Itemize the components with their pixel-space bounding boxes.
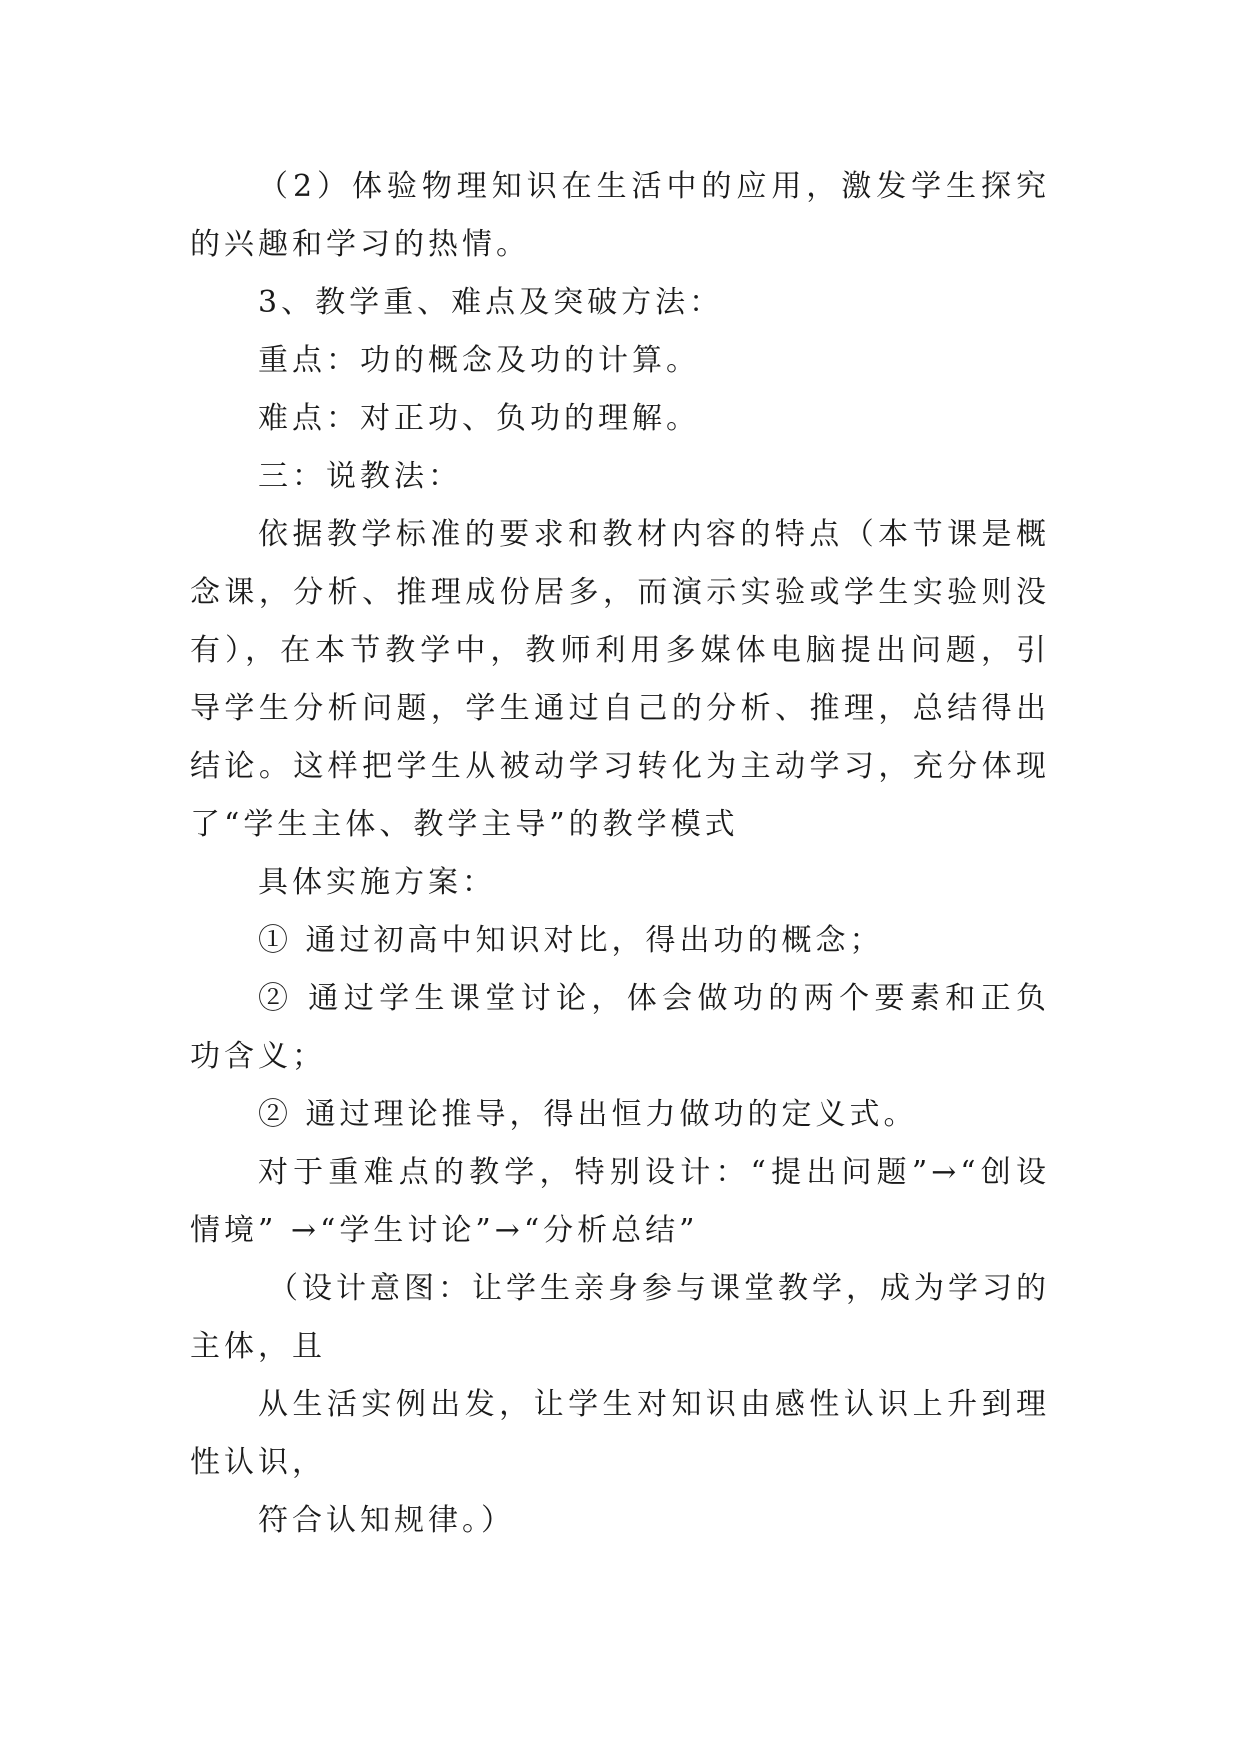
paragraph-design-intent-end: 符合认知规律。） bbox=[258, 1503, 515, 1538]
paragraph-key-point: 重点：功的概念及功的计算。 bbox=[258, 343, 700, 378]
paragraph-difficult-point: 难点：对正功、负功的理解。 bbox=[258, 401, 700, 436]
paragraph-design-intent: （设计意图：让学生亲身参与课堂教学，成为学习的主体，且 bbox=[190, 1271, 1050, 1364]
list-item-step-2: ② 通过学生课堂讨论，体会做功的两个要素和正负功含义； bbox=[190, 981, 1050, 1074]
paragraph-implementation-heading: 具体实施方案： bbox=[258, 865, 496, 900]
paragraph-design-intent-continued: 从生活实例出发，让学生对知识由感性认识上升到理性认识， bbox=[190, 1387, 1050, 1480]
paragraph-objective-2: （2）体验物理知识在生活中的应用，激发学生探究的兴趣和学习的热情。 bbox=[190, 169, 1050, 262]
paragraph-key-points-heading: 3、教学重、难点及突破方法： bbox=[258, 285, 724, 320]
document-body bbox=[190, 158, 1050, 1550]
list-item-step-3: ② 通过理论推导，得出恒力做功的定义式。 bbox=[258, 1097, 918, 1132]
paragraph-design-flow: 对于重难点的教学，特别设计：“提出问题”→“创设情境” →“学生讨论”→“分析总结” bbox=[190, 1155, 1050, 1248]
paragraph-teaching-method: 依据教学标准的要求和教材内容的特点（本节课是概念课，分析、推理成份居多，而演示实验或学生实验则没有），在本节教学中，教师利用多媒体电脑提出问题，引导学生分析问题，学生通过自己的分析、推理，总结得出结论。这样把学生从被动学习转化为主动学习，充分体现了“学生主体、教学主导”的教学模式 bbox=[190, 517, 1050, 842]
section-heading-teaching-method: 三：说教法： bbox=[258, 459, 462, 494]
list-item-step-1: ① 通过初高中知识对比，得出功的概念； bbox=[258, 923, 884, 958]
